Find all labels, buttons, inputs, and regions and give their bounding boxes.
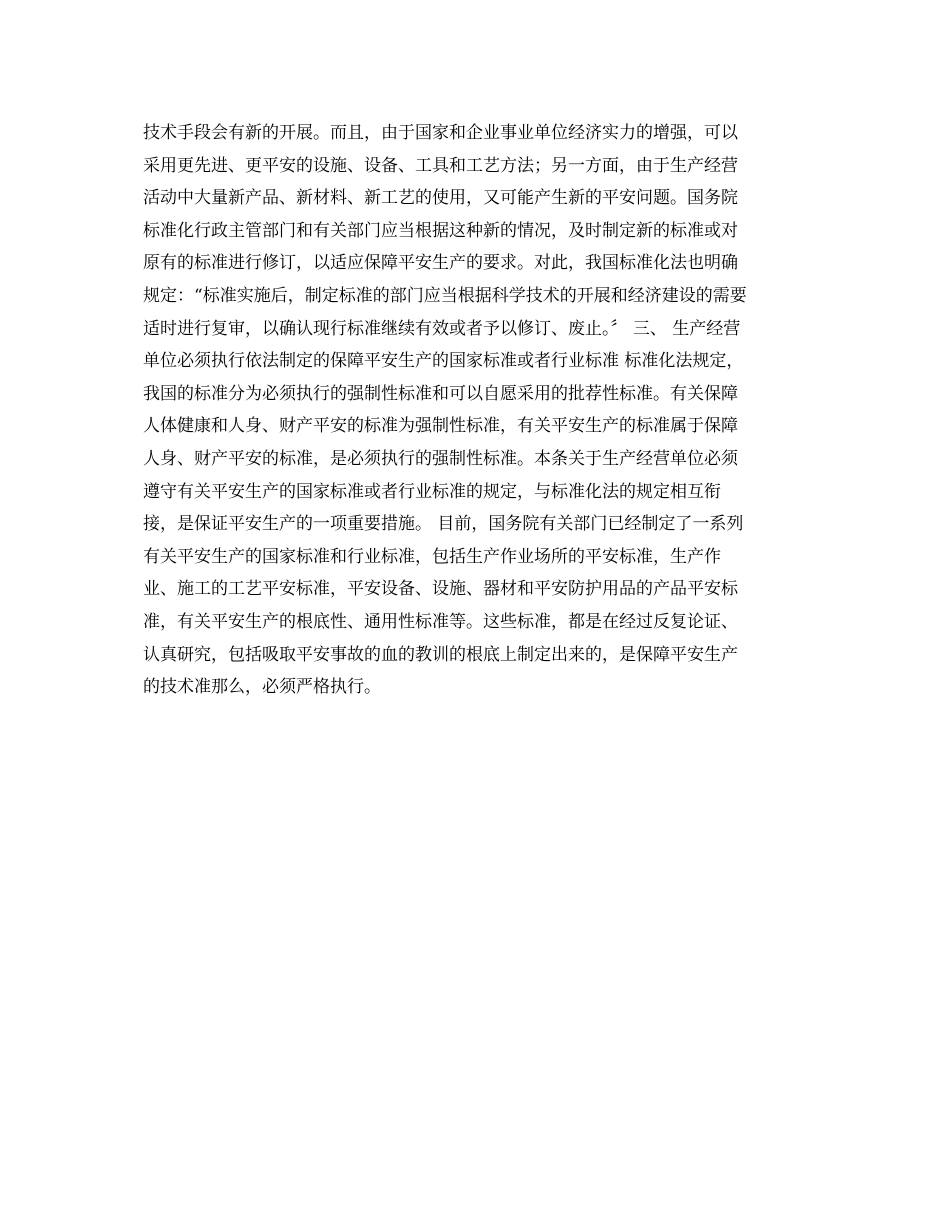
body-text bbox=[143, 117, 808, 704]
text-line-13: 接，是保证平安生产的一项重要措施。 目前，国务院有关部门已经制定了一系列 bbox=[143, 514, 744, 535]
text-line-6: 规定：“标准实施后，制定标准的部门应当根据科学技术的开展和经济建设的需要 bbox=[143, 285, 747, 306]
text-line-5: 原有的标准进行修订，以适应保障平安生产的要求。对此，我国标准化法也明确 bbox=[143, 253, 738, 274]
text-line-4: 标准化行政主管部门和有关部门应当根据这种新的情况，及时制定新的标准或对 bbox=[143, 220, 738, 241]
text-line-2: 采用更先进、更平安的设施、设备、工具和工艺方法；另一方面，由于生产经营 bbox=[143, 155, 738, 176]
text-line-1: 技术手段会有新的开展。而且，由于国家和企业事业单位经济实力的增强，可以 bbox=[143, 123, 738, 143]
text-line-11: 人身、财产平安的标准，是必须执行的强制性标准。本条关于生产经营单位必须 bbox=[143, 448, 738, 469]
text-line-16: 准，有关平安生产的根底性、通用性标准等。这些标准，都是在经过反复论证、 bbox=[143, 611, 738, 632]
text-line-8: 单位必须执行依法制定的保障平安生产的国家标准或者行业标准 标准化法规定， bbox=[143, 351, 744, 372]
text-line-17: 认真研究，包括吸取平安事故的血的教训的根底上制定出来的，是保障平安生产 bbox=[143, 644, 738, 665]
text-line-3: 活动中大量新产品、新材料、新工艺的使用，又可能产生新的平安问题。国务院 bbox=[143, 188, 738, 209]
text-line-9: 我国的标准分为必须执行的强制性标准和可以自愿采用的批荐性标准。有关保障 bbox=[143, 383, 738, 404]
text-line-15: 业、施工的工艺平安标准，平安设备、设施、器材和平安防护用品的产品平安标 bbox=[143, 579, 738, 600]
text-line-7: 适时进行复审，以确认现行标准继续有效或者予以修订、废止。〞 三、 生产经营 bbox=[143, 318, 741, 339]
text-line-12: 遵守有关平安生产的国家标准或者行业标准的规定，与标准化法的规定相互衔 bbox=[143, 481, 721, 502]
text-line-10: 人体健康和人身、财产平安的标准为强制性标准，有关平安生产的标准属于保障 bbox=[143, 416, 738, 437]
text-line-14: 有关平安生产的国家标准和行业标准，包括生产作业场所的平安标准，生产作 bbox=[143, 546, 721, 567]
text-line-18: 的技术准那么，必须严格执行。 bbox=[143, 677, 381, 698]
